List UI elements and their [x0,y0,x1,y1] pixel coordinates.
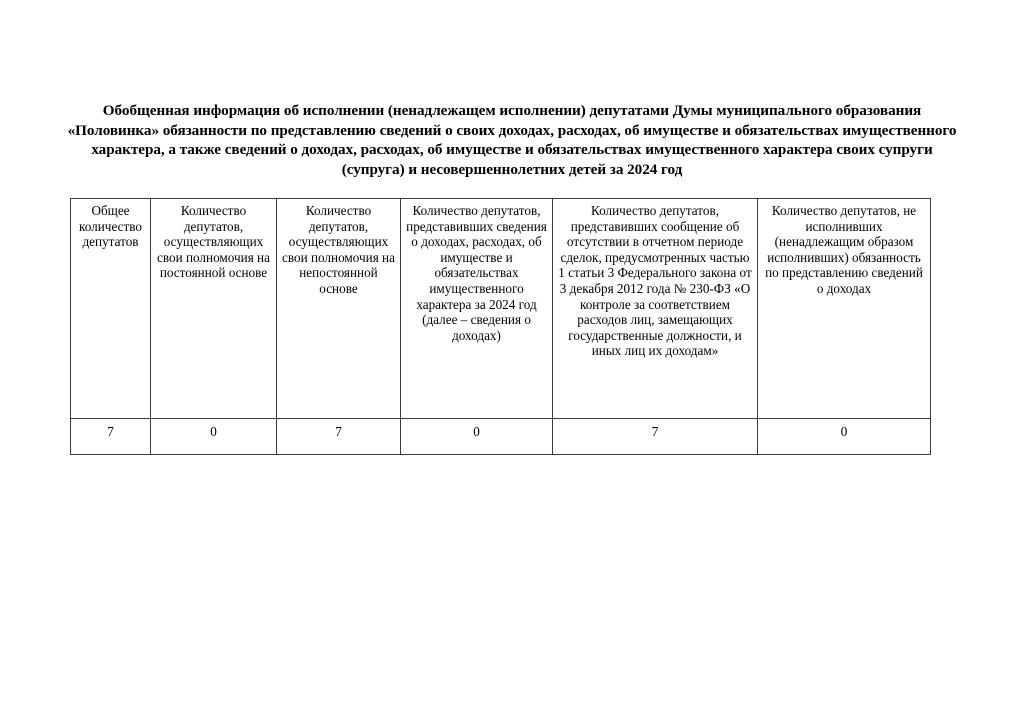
table-header-cell-no-transactions-report [553,199,758,419]
table-cell-submitted-income-info [401,419,553,455]
header-label: Общее количество депутатов [79,203,142,250]
table-header-cell-failed-obligation [758,199,931,419]
header-label: Количество депутатов, представивших сведения о доходах, расходах, об имуществе и обязательствах имущественного характера за 2024 год (далее – сведения о доходах) [406,203,547,343]
table-cell-nonpermanent-basis [277,419,401,455]
table-cell-failed-obligation [758,419,931,455]
summary-table-container [70,198,930,455]
header-label: Количество депутатов, осуществляющих свои полномочия на постоянной основе [157,203,270,281]
table-header-cell-submitted-income-info [401,199,553,419]
table-cell-permanent-basis [151,419,277,455]
table-cell-total-deputies [71,419,151,455]
table-header-cell-permanent-basis [151,199,277,419]
cell-value: 0 [210,424,217,439]
cell-value: 7 [651,424,659,439]
table-header-cell-nonpermanent-basis [277,199,401,419]
header-label: Количество депутатов, не исполнивших (ненадлежащим образом исполнивших) обязанность по представлению сведений о доходах [765,203,923,296]
cell-value: 7 [107,424,114,439]
header-label: Количество депутатов, представивших сообщение об отсутствии в отчетном периоде сделок, предусмотренных частью 1 статьи 3 Федерального закона от 3 декабря 2012 года № 230-ФЗ «О контроле за соответствием расходов лиц, замещающих государственные должности, и иных лиц их доходам» [558,203,752,359]
page-title: Обобщенная информация об исполнении (ненадлежащем исполнении) депутатами Думы муниципального образования «Половинка» обязанности по представлению сведений о своих доходах, расходах, об имуществе и обязательствах имущественного характера, а также сведений о доходах, расходах, об имуществе и обязательствах имущественного характера своих супруги (супруга) и несовершеннолетних детей за 2024 год [67,102,957,178]
deputies-disclosure-table [70,198,931,455]
table-header-cell-total-deputies [71,199,151,419]
table-cell-no-transactions-report [553,419,758,455]
table-row [71,419,931,455]
cell-value: 0 [840,424,848,439]
cell-value: 7 [335,424,342,439]
cell-value: 0 [473,424,480,439]
table-header-row [71,199,931,419]
header-label: Количество депутатов, осуществляющих свои полномочия на непостоянной основе [282,203,395,296]
